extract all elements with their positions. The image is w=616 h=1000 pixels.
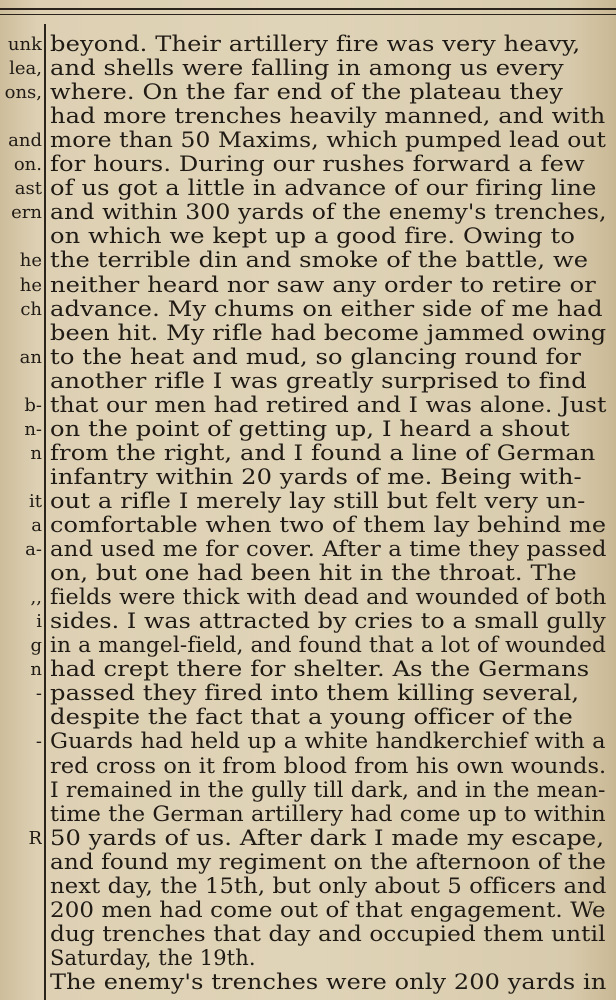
left-column-fragment: n xyxy=(30,661,42,680)
article-line: fields were thick with dead and wounded of both xyxy=(50,585,607,610)
article-line: I remained in the gully till dark, and in the mean- xyxy=(50,777,606,802)
article-line: for hours. During our rushes forward a few xyxy=(50,152,585,177)
left-column-fragment: n xyxy=(30,444,42,463)
article-line: 200 men had come out of that engagement. We xyxy=(50,897,606,922)
article-line: time the German artillery had come up to within xyxy=(50,801,606,826)
article-line: on, but one had been hit in the throat. The xyxy=(50,561,577,586)
article-line: passed they fired into them killing several, xyxy=(50,681,580,706)
left-column-fragment: he xyxy=(19,252,42,271)
article-line: and shells were falling in among us every xyxy=(50,56,564,81)
left-column-fragment: and xyxy=(8,132,42,151)
left-column-fragment: - xyxy=(35,733,42,752)
article-line: dug trenches that day and occupied them until xyxy=(50,921,606,946)
article-line: in a mangel-field, and found that a lot of wounded xyxy=(50,633,607,658)
article-line: despite the fact that a young officer of the xyxy=(50,705,573,730)
left-column-fragment: n- xyxy=(24,420,42,439)
article-line: out a rifle I merely lay still but felt very un- xyxy=(50,488,586,513)
article-line: sides. I was attracted by cries to a small gully xyxy=(50,609,606,634)
article-line: infantry within 20 yards of me. Being with- xyxy=(50,464,582,489)
article-line: The enemy's trenches were only 200 yards in xyxy=(50,969,607,994)
left-column-fragment: ,, xyxy=(30,589,42,608)
left-column-fragment: a xyxy=(31,517,42,535)
article-line: and found my regiment on the afternoon of the xyxy=(50,849,606,874)
article-line: and within 300 yards of the enemy's trenches, xyxy=(50,200,607,225)
article-line: more than 50 Maxims, which pumped lead out xyxy=(50,128,607,153)
article-line: red cross on it from blood from his own wounds. xyxy=(50,753,607,778)
article-line: had crept there for shelter. As the Germans xyxy=(50,657,590,682)
article-line: on which we kept up a good fire. Owing to xyxy=(50,224,576,249)
left-column-fragment: lea, xyxy=(9,60,42,79)
article-line: beyond. Their artillery fire was very heavy, xyxy=(50,32,581,56)
article-line: Saturday, the 19th. xyxy=(50,945,256,970)
left-column-fragment: ons, xyxy=(4,84,42,103)
article-line: been hit. My rifle had become jammed owing xyxy=(50,320,607,345)
article-line: 50 yards of us. After dark I made my escape, xyxy=(50,825,605,850)
article-line: had more trenches heavily manned, and with xyxy=(50,104,606,129)
article-line: the terrible din and smoke of the battle, we xyxy=(50,248,589,273)
left-column-fragment: - xyxy=(35,685,42,704)
article-line: neither heard nor saw any order to retire or xyxy=(50,272,596,297)
left-column-fragment: on. xyxy=(13,156,42,175)
left-column-fragment: ast xyxy=(14,180,42,199)
left-column-fragment: R xyxy=(28,829,42,848)
left-column-fragment: i xyxy=(36,613,42,632)
article-line: from the right, and I found a line of German xyxy=(50,440,596,465)
left-column-fragment: ch xyxy=(20,300,42,319)
article-line: and used me for cover. After a time they passed xyxy=(50,537,607,562)
left-column-fragment: he xyxy=(19,276,42,295)
top-rule xyxy=(0,8,616,15)
article-line: another rifle I was greatly surprised to find xyxy=(50,368,587,393)
left-column-fragment: unk xyxy=(7,36,42,54)
article-line: where. On the far end of the plateau they xyxy=(50,80,564,105)
column-divider xyxy=(44,24,46,1000)
left-column-fragment: b- xyxy=(24,396,42,415)
left-column-fragment: an xyxy=(19,348,42,367)
article-line: of us got a little in advance of our firing line xyxy=(50,176,597,201)
left-column-fragment: g xyxy=(30,637,42,656)
article-line: to the heat and mud, so glancing round for xyxy=(50,344,581,369)
left-column-fragment: ern xyxy=(11,204,42,223)
left-column-fragment: it xyxy=(29,492,42,511)
article-line: next day, the 15th, but only about 5 officers and xyxy=(50,873,607,898)
article-line: that our men had retired and I was alone. Just xyxy=(50,392,607,417)
article-line: on the point of getting up, I heard a shout xyxy=(50,416,570,441)
left-column-fragment: a- xyxy=(25,541,42,560)
article-line: comfortable when two of them lay behind me xyxy=(50,513,607,537)
article-line: advance. My chums on either side of me had xyxy=(50,296,603,321)
article-line: Guards had held up a white handkerchief with a xyxy=(50,729,606,754)
